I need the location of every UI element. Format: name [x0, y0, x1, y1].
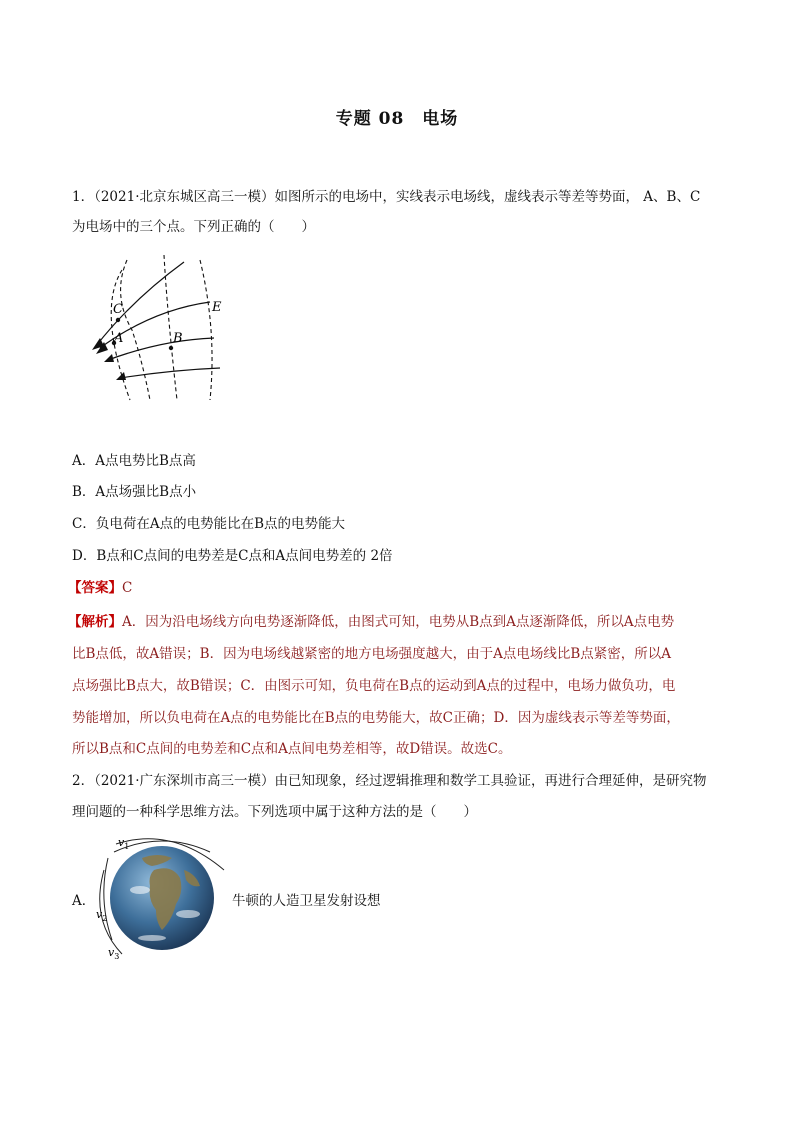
analysis-label: 【解析】 [68, 614, 122, 630]
point-c [116, 318, 120, 322]
label-v3-letter: v [108, 946, 115, 959]
page-title: 专题 08 电场 [335, 109, 459, 129]
arrowhead-3 [104, 354, 114, 362]
label-c: C [113, 302, 123, 317]
field-line-4 [120, 368, 220, 378]
cloud-3 [138, 935, 166, 941]
label-a: A [114, 331, 124, 346]
electric-field-diagram [72, 250, 252, 410]
q1-option-c: C．负电荷在A点的电势能比在B点的电势能大 [72, 516, 345, 532]
q1-stem-line2: 为电场中的三个点。下列正确的（ ） [72, 219, 315, 235]
earth-satellite-figure [92, 830, 232, 962]
q1-option-b: B．A点场强比B点小 [72, 484, 197, 500]
cloud-1 [130, 886, 150, 894]
field-line-1 [96, 262, 184, 346]
label-v2-sub: 2 [102, 914, 108, 923]
q2-option-a-prefix: A． [72, 893, 96, 909]
answer-value: C [122, 580, 133, 596]
label-v1-letter: v [118, 836, 125, 849]
q1-analysis-line4: 势能增加，所以负电荷在A点的电势能比在B点的电势能大，故C正确；D．因为虚线表示等差等势面， [72, 710, 680, 726]
label-v3-sub: 3 [114, 952, 120, 961]
q1-option-a: A．A点电势比B点高 [72, 453, 196, 469]
label-v1 [118, 836, 129, 851]
point-b [169, 346, 173, 350]
label-v1-sub: 1 [124, 842, 130, 851]
equipotential-line-3 [164, 255, 177, 400]
q1-analysis-line3: 点场强比B点大，故B错误；C．由图示可知，负电荷在B点的运动到A点的过程中，电场力做负功，电 [72, 678, 676, 694]
q1-option-d: D．B点和C点间的电势差是C点和A点间电势差的 2倍 [72, 548, 393, 564]
q2-option-a-text: 牛顿的人造卫星发射设想 [232, 893, 381, 909]
answer-label: 【答案】 [68, 580, 122, 596]
label-e: E [212, 300, 222, 315]
q2-stem-line1: 2．（2021·广东深圳市高三一模）由已知现象，经过逻辑推理和数学工具验证，再进行合理延伸，是研究物 [72, 773, 707, 789]
q1-analysis-line2: 比B点低，故A错误；B．因为电场线越紧密的地方电场强度越大，由于A点电场线比B点紧密，所以A [72, 646, 672, 662]
q2-stem-line2: 理问题的一种科学思维方法。下列选项中属于这种方法的是（ ） [72, 804, 477, 820]
equipotential-line-4 [200, 260, 212, 400]
cloud-2 [176, 910, 200, 918]
q1-answer [68, 578, 132, 598]
q1-analysis-line5: 所以B点和C点间的电势差和C点和A点间电势差相等，故D错误。故选C。 [72, 741, 512, 757]
analysis-text-1: A．因为沿电场线方向电势逐渐降低，由图式可知，电势从B点到A点逐渐降低，所以A点电势 [122, 614, 675, 630]
q1-analysis-line1 [68, 612, 674, 632]
field-line-3 [108, 338, 214, 360]
label-b: B [173, 331, 183, 346]
q1-stem-line1: 1．（2021·北京东城区高三一模）如图所示的电场中，实线表示电场线，虚线表示等差等势面， A、B、C [72, 189, 701, 205]
label-v2-letter: v [96, 908, 103, 921]
label-v2 [96, 908, 107, 923]
